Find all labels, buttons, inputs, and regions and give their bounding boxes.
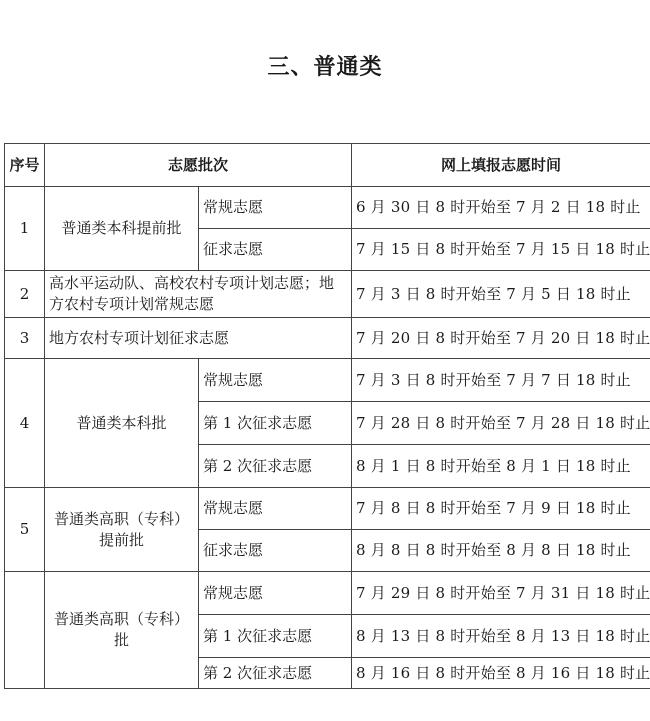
volunteer-type: 第 2 次征求志愿 bbox=[199, 445, 352, 488]
volunteer-type: 征求志愿 bbox=[199, 229, 352, 271]
row-number: 5 bbox=[5, 488, 45, 572]
table-header-row bbox=[5, 144, 650, 187]
table-row bbox=[5, 318, 650, 359]
fill-time: 8 月 13 日 8 时开始至 8 月 13 日 18 时止 bbox=[352, 615, 650, 658]
table-row bbox=[5, 271, 650, 318]
fill-time: 6 月 30 日 8 时开始至 7 月 2 日 18 时止 bbox=[352, 187, 650, 229]
row-number: 2 bbox=[5, 271, 45, 318]
row-number: 4 bbox=[5, 359, 45, 488]
row-number: 1 bbox=[5, 187, 45, 271]
fill-time: 7 月 28 日 8 时开始至 7 月 28 日 18 时止 bbox=[352, 402, 650, 445]
batch-name: 普通类本科批 bbox=[45, 359, 199, 488]
row-number bbox=[5, 572, 45, 689]
schedule-table bbox=[4, 143, 650, 689]
volunteer-type: 第 2 次征求志愿 bbox=[199, 658, 352, 689]
fill-time: 8 月 16 日 8 时开始至 8 月 16 日 18 时止 bbox=[352, 658, 650, 689]
header-batch: 志愿批次 bbox=[45, 144, 352, 187]
row-number: 3 bbox=[5, 318, 45, 359]
fill-time: 7 月 3 日 8 时开始至 7 月 5 日 18 时止 bbox=[352, 271, 650, 318]
fill-time: 8 月 1 日 8 时开始至 8 月 1 日 18 时止 bbox=[352, 445, 650, 488]
page-title: 三、普通类 bbox=[267, 55, 383, 80]
volunteer-type: 第 1 次征求志愿 bbox=[199, 402, 352, 445]
volunteer-type: 征求志愿 bbox=[199, 530, 352, 572]
batch-name: 地方农村专项计划征求志愿 bbox=[45, 318, 352, 359]
batch-name: 高水平运动队、高校农村专项计划志愿；地方农村专项计划常规志愿 bbox=[45, 271, 352, 318]
fill-time: 7 月 20 日 8 时开始至 7 月 20 日 18 时止 bbox=[352, 318, 650, 359]
table-row bbox=[5, 359, 650, 402]
volunteer-type: 常规志愿 bbox=[199, 572, 352, 615]
batch-name: 普通类本科提前批 bbox=[45, 187, 199, 271]
volunteer-type: 常规志愿 bbox=[199, 359, 352, 402]
batch-name: 普通类高职（专科）批 bbox=[45, 572, 199, 689]
volunteer-type: 常规志愿 bbox=[199, 488, 352, 530]
batch-name: 普通类高职（专科）提前批 bbox=[45, 488, 199, 572]
table-row bbox=[5, 187, 650, 229]
header-no: 序号 bbox=[5, 144, 45, 187]
fill-time: 8 月 8 日 8 时开始至 8 月 8 日 18 时止 bbox=[352, 530, 650, 572]
fill-time: 7 月 3 日 8 时开始至 7 月 7 日 18 时止 bbox=[352, 359, 650, 402]
table-row bbox=[5, 488, 650, 530]
volunteer-type: 第 1 次征求志愿 bbox=[199, 615, 352, 658]
header-time: 网上填报志愿时间 bbox=[352, 144, 650, 187]
table-row bbox=[5, 572, 650, 615]
fill-time: 7 月 29 日 8 时开始至 7 月 31 日 18 时止 bbox=[352, 572, 650, 615]
fill-time: 7 月 15 日 8 时开始至 7 月 15 日 18 时止 bbox=[352, 229, 650, 271]
fill-time: 7 月 8 日 8 时开始至 7 月 9 日 18 时止 bbox=[352, 488, 650, 530]
volunteer-type: 常规志愿 bbox=[199, 187, 352, 229]
